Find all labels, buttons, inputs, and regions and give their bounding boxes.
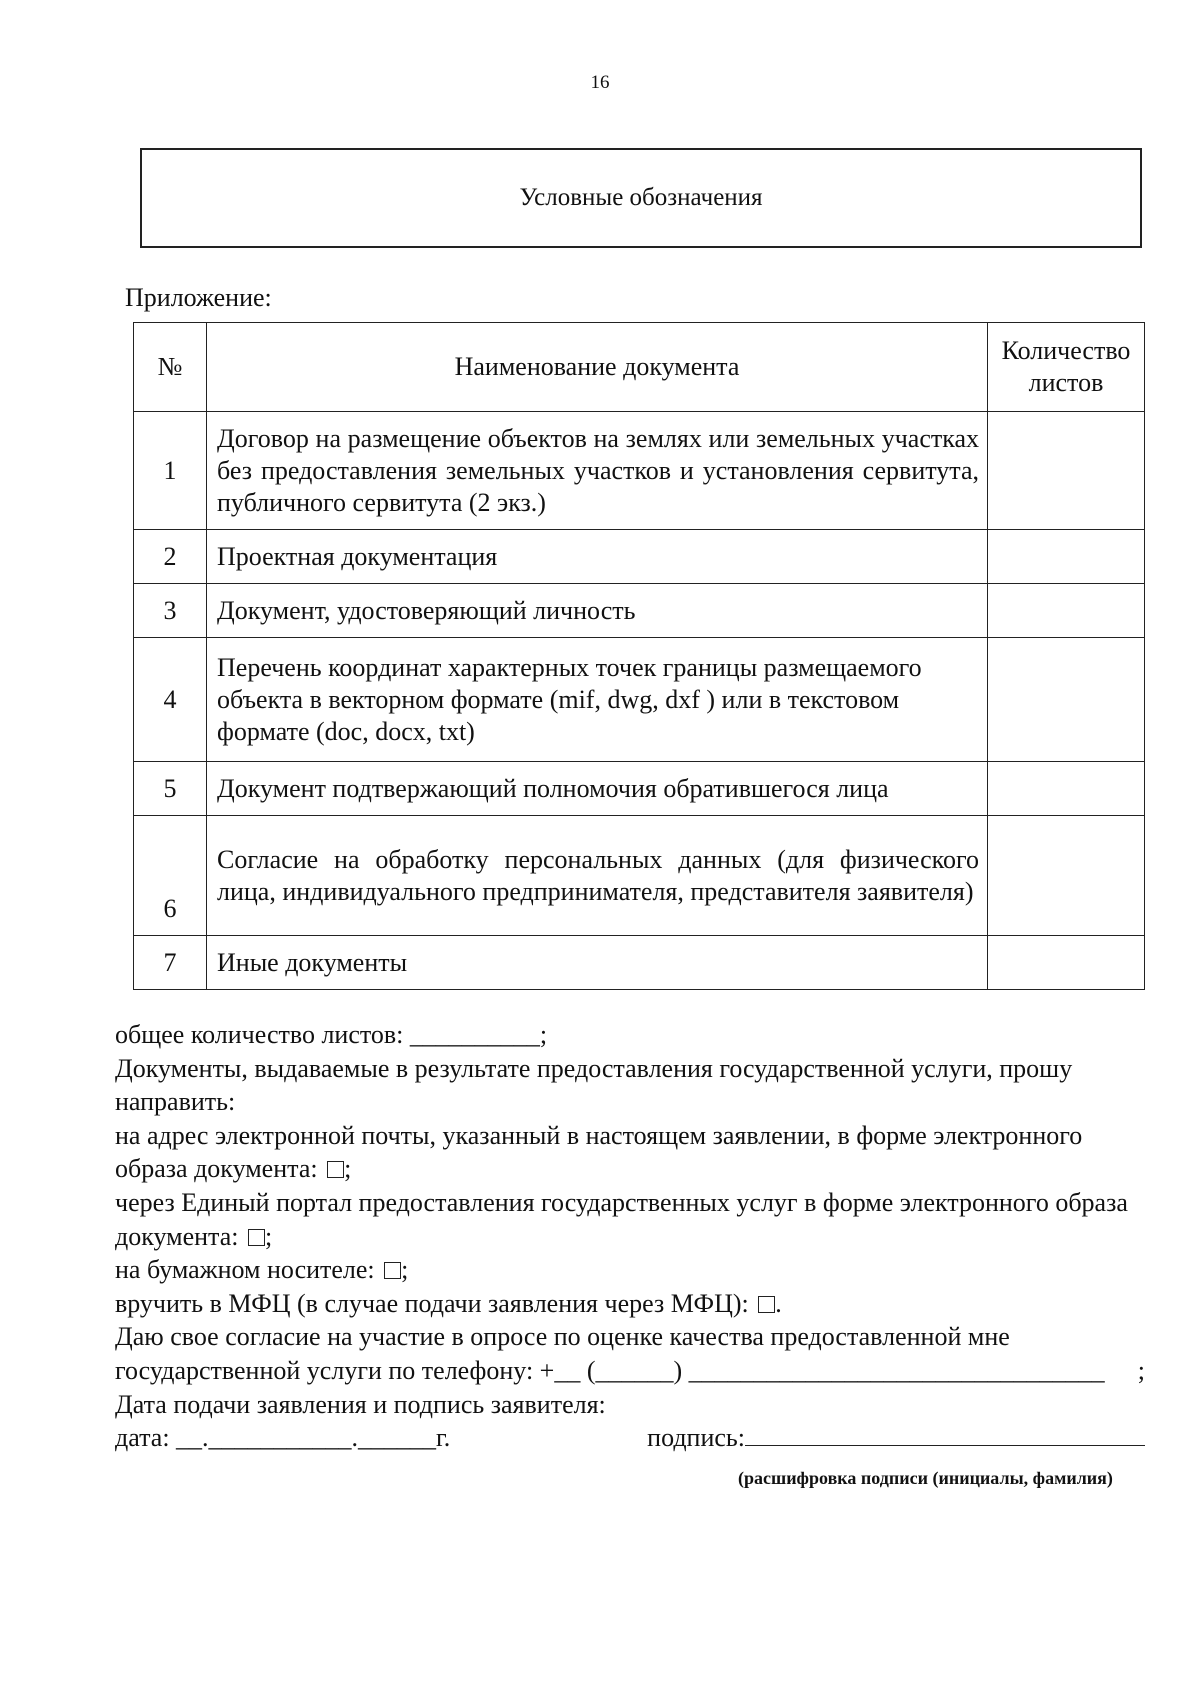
option-email	[115, 1119, 1145, 1186]
row-num: 4	[134, 638, 207, 762]
row-num: 5	[134, 762, 207, 816]
paper-checkbox[interactable]	[384, 1262, 401, 1279]
row-sheets-cell[interactable]	[988, 412, 1145, 530]
consent-line-1: Даю свое согласие на участие в опросе по оценке качества предоставленной мне	[115, 1322, 1010, 1352]
punctuation: ;	[344, 1154, 352, 1184]
row-name: Документ, удостоверяющий личность	[207, 584, 988, 638]
legend-box	[140, 148, 1142, 248]
punctuation: ;	[401, 1255, 409, 1285]
page-number: 16	[590, 72, 610, 93]
table-row	[134, 816, 1145, 936]
option-paper-label: на бумажном носителе:	[115, 1255, 375, 1285]
option-portal	[115, 1186, 1145, 1253]
documents-table	[133, 322, 1145, 990]
row-sheets-cell[interactable]	[988, 584, 1145, 638]
row-name: Иные документы	[207, 936, 988, 990]
legend-title: Условные обозначения	[519, 184, 763, 211]
table-row	[134, 762, 1145, 816]
row-num: 6	[134, 816, 207, 936]
option-portal-label: через Единый портал предоставления государственных услуг в форме электронного образа документа:	[115, 1187, 1128, 1251]
table-row	[134, 584, 1145, 638]
table-row	[134, 936, 1145, 990]
option-email-label: на адрес электронной почты, указанный в настоящем заявлении, в форме электронного образа документа:	[115, 1120, 1083, 1184]
application-form-text	[115, 1018, 1145, 1455]
punctuation: ;	[265, 1221, 273, 1251]
email-checkbox[interactable]	[327, 1161, 344, 1178]
signature-label: подпись:	[647, 1423, 745, 1453]
total-sheets-line[interactable]: общее количество листов: __________;	[115, 1020, 548, 1049]
row-sheets-cell[interactable]	[988, 816, 1145, 936]
table-row	[134, 530, 1145, 584]
consent-phone-line	[115, 1354, 1145, 1388]
header-name: Наименование документа	[207, 323, 988, 412]
row-num: 3	[134, 584, 207, 638]
row-sheets-cell[interactable]	[988, 936, 1145, 990]
option-mfc	[115, 1287, 1145, 1321]
signature-block	[647, 1421, 1145, 1455]
table-row	[134, 412, 1145, 530]
row-num: 7	[134, 936, 207, 990]
phone-field[interactable]: государственной услуги по телефону: +__ (______) ________________________________	[115, 1355, 1105, 1385]
mfc-checkbox[interactable]	[758, 1296, 775, 1313]
punctuation: .	[775, 1288, 782, 1318]
row-sheets-cell[interactable]	[988, 638, 1145, 762]
signature-caption: (расшифровка подписи (инициалы, фамилия)	[738, 1468, 1113, 1488]
delivery-intro: Документы, выдаваемые в результате предоставления государственной услуги, прошу направить:	[115, 1053, 1073, 1117]
signature-line[interactable]	[745, 1421, 1145, 1446]
row-name: Проектная документация	[207, 530, 988, 584]
date-signature-row	[115, 1421, 1145, 1455]
row-name: Договор на размещение объектов на землях или земельных участках без предоставления земельных участков и установления сервитута, публичного сервитута (2 экз.)	[207, 412, 988, 530]
appendix-label: Приложение:	[125, 283, 272, 312]
table-header-row	[134, 323, 1145, 412]
table-row	[134, 638, 1145, 762]
row-sheets-cell[interactable]	[988, 762, 1145, 816]
header-sheets: Количество листов	[988, 323, 1145, 412]
row-name: Согласие на обработку персональных данных (для физического лица, индивидуального предпринимателя, представителя заявителя)	[207, 816, 988, 936]
row-sheets-cell[interactable]	[988, 530, 1145, 584]
header-num: №	[134, 323, 207, 412]
date-signature-label: Дата подачи заявления и подпись заявителя:	[115, 1389, 606, 1419]
date-field[interactable]: дата: __.___________.______г.	[115, 1423, 451, 1453]
option-mfc-label: вручить в МФЦ (в случае подачи заявления через МФЦ):	[115, 1288, 749, 1318]
portal-checkbox[interactable]	[248, 1229, 265, 1246]
punctuation: ;	[1137, 1355, 1145, 1385]
option-paper	[115, 1253, 1145, 1287]
row-name: Перечень координат характерных точек границы размещаемого объекта в векторном формате (mif, dwg, dxf ) или в текстовом формате (doc, docx, txt)	[207, 638, 988, 762]
row-num: 2	[134, 530, 207, 584]
row-name: Документ подтвержающий полномочия обратившегося лица	[207, 762, 988, 816]
row-num: 1	[134, 412, 207, 530]
